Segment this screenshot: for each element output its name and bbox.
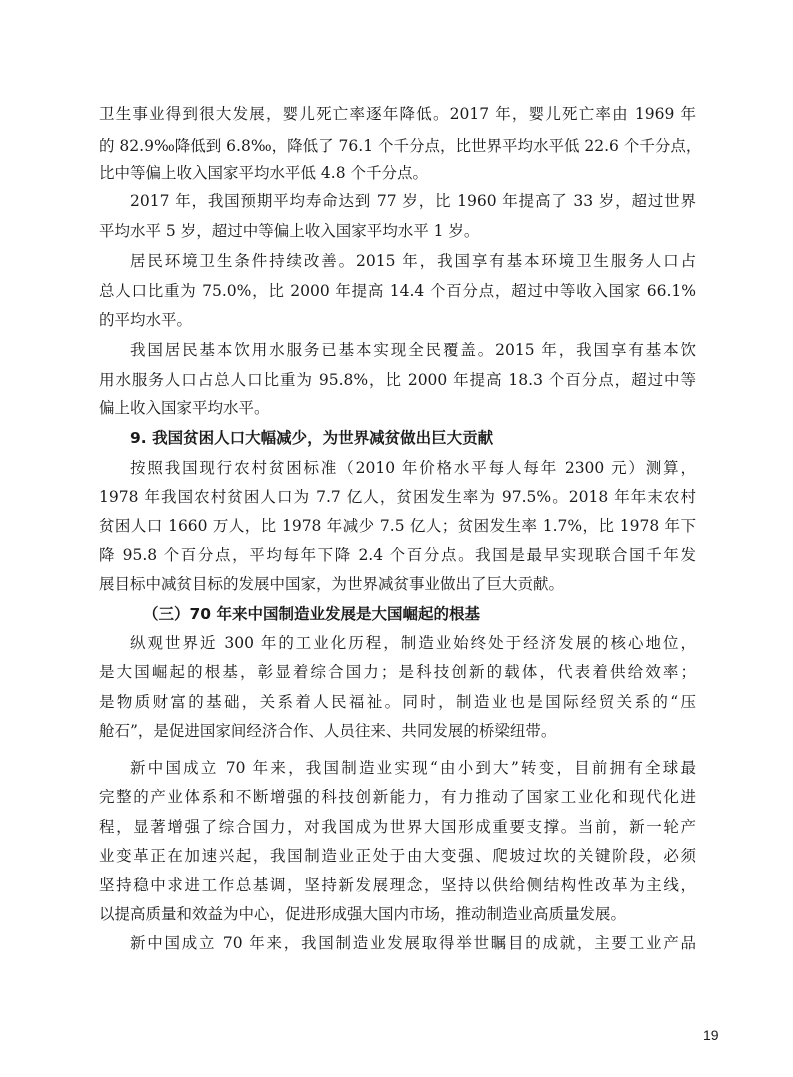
text-line: 比中等偏上收入国家平均水平低 4.8 个千分点。 bbox=[99, 164, 429, 182]
text-line: 是大国崛起的根基，彰显着综合国力；是科技创新的载体，代表着供给效率； bbox=[99, 663, 696, 681]
text-line: 纵观世界近 300 年的工业化历程，制造业始终处于经济发展的核心地位， bbox=[130, 634, 696, 652]
text-line: 业变革正在加速兴起，我国制造业正处于由大变强、爬坡过坎的关键阶段，必须 bbox=[99, 847, 696, 865]
text-line: 舱石”，是促进国家间经济合作、人员往来、共同发展的桥梁纽带。 bbox=[99, 722, 557, 740]
text-line: 贫困人口 1660 万人，比 1978 年减少 7.5 亿人；贫困发生率 1.7%，比 1978 年下 bbox=[99, 517, 696, 535]
section-heading: （三）70 年来中国制造业发展是大国崛起的根基 bbox=[143, 605, 480, 623]
text-line: 坚持稳中求进工作总基调，坚持新发展理念，坚持以供给侧结构性改革为主线， bbox=[99, 876, 696, 894]
text-line: 偏上收入国家平均水平。 bbox=[99, 399, 270, 417]
text-line: 2017 年，我国预期平均寿命达到 77 岁，比 1960 年提高了 33 岁，超过世界 bbox=[130, 192, 696, 210]
text-line: 的 82.9‰降低到 6.8‰，降低了 76.1 个千分点，比世界平均水平低 22.6 个千分点， bbox=[99, 137, 702, 155]
text-line: 卫生事业得到很大发展，婴儿死亡率逐年降低。2017 年，婴儿死亡率由 1969 年 bbox=[99, 105, 696, 123]
text-line: 居民环境卫生条件持续改善。2015 年，我国享有基本环境卫生服务人口占 bbox=[130, 252, 696, 270]
text-line: 新中国成立 70 年来，我国制造业发展取得举世瞩目的成就，主要工业产品 bbox=[130, 934, 696, 952]
text-line: 降 95.8 个百分点，平均每年下降 2.4 个百分点。我国是最早实现联合国千年发 bbox=[99, 546, 696, 564]
text-line: 是物质财富的基础，关系着人民福祉。同时，制造业也是国际经贸关系的“压 bbox=[99, 693, 696, 711]
text-line: 完整的产业体系和不断增强的科技创新能力，有力推动了国家工业化和现代化进 bbox=[99, 788, 696, 806]
text-line: 我国居民基本饮用水服务已基本实现全民覆盖。2015 年，我国享有基本饮 bbox=[130, 341, 696, 359]
text-line: 新中国成立 70 年来，我国制造业实现“由小到大”转变，目前拥有全球最 bbox=[130, 759, 696, 777]
text-line: 用水服务人口占总人口比重为 95.8%，比 2000 年提高 18.3 个百分点，超过中等 bbox=[99, 371, 696, 389]
text-line: 展目标中减贫目标的发展中国家，为世界减贫事业做出了巨大贡献。 bbox=[99, 575, 565, 593]
page-number: 19 bbox=[703, 1027, 719, 1043]
text-line: 按照我国现行农村贫困标准（2010 年价格水平每人每年 2300 元）测算， bbox=[130, 459, 696, 477]
text-line: 1978 年我国农村贫困人口为 7.7 亿人，贫困发生率为 97.5%。2018 年年末农村 bbox=[99, 488, 696, 506]
text-line: 的平均水平。 bbox=[99, 311, 193, 329]
section-heading: 9. 我国贫困人口大幅减少，为世界减贫做出巨大贡献 bbox=[130, 429, 494, 447]
text-line: 以提高质量和效益为中心，促进形成强大国内市场，推动制造业高质量发展。 bbox=[99, 905, 627, 923]
text-line: 总人口比重为 75.0%，比 2000 年提高 14.4 个百分点，超过中等收入国家 66.1% bbox=[99, 282, 696, 300]
text-line: 程，显著增强了综合国力，对我国成为世界大国形成重要支撑。当前，新一轮产 bbox=[99, 818, 696, 836]
text-line: 平均水平 5 岁，超过中等偏上收入国家平均水平 1 岁。 bbox=[99, 222, 480, 240]
